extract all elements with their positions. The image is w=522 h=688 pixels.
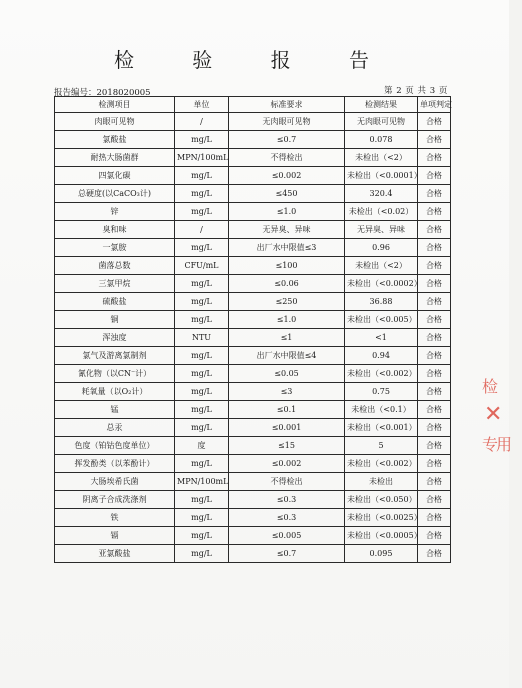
cell-standard: ≤0.3 [229, 491, 345, 509]
cell-unit: mg/L [175, 131, 229, 149]
cell-judgement: 合格 [418, 401, 451, 419]
table-row [55, 185, 451, 203]
cell-unit: MPN/100mL [175, 149, 229, 167]
cell-item: 硫酸盐 [55, 293, 175, 311]
cell-standard: 出厂水中限值≤4 [229, 347, 345, 365]
cell-item: 浑浊度 [55, 329, 175, 347]
table-row [55, 149, 451, 167]
cell-standard: 不得检出 [229, 473, 345, 491]
cell-judgement: 合格 [418, 545, 451, 563]
cell-judgement: 合格 [418, 311, 451, 329]
cell-result: 0.75 [345, 383, 418, 401]
report-number: 报告编号：2018020005 [54, 88, 151, 98]
cell-item: 总硬度(以CaCO₃计) [55, 185, 175, 203]
table-row [55, 491, 451, 509]
cell-result: 未检出 [345, 473, 418, 491]
cell-item: 挥发酚类（以苯酚计） [55, 455, 175, 473]
table-row [55, 401, 451, 419]
cell-item: 亚氯酸盐 [55, 545, 175, 563]
cell-result: 未检出（<0.0002） [345, 275, 418, 293]
cell-judgement: 合格 [418, 329, 451, 347]
table-row [55, 419, 451, 437]
cell-result: 未检出（<0.0005） [345, 527, 418, 545]
cell-result: 未检出（<0.001） [345, 419, 418, 437]
cell-standard: ≤450 [229, 185, 345, 203]
cell-standard: ≤250 [229, 293, 345, 311]
cell-result: 36.88 [345, 293, 418, 311]
table-row [55, 275, 451, 293]
cell-item: 三氯甲烷 [55, 275, 175, 293]
cell-judgement: 合格 [418, 257, 451, 275]
cell-result: 0.095 [345, 545, 418, 563]
header-result: 检测结果 [345, 97, 418, 113]
cell-standard: ≤1.0 [229, 203, 345, 221]
cell-item: 氰化物（以CN⁻计） [55, 365, 175, 383]
cell-item: 一氯胺 [55, 239, 175, 257]
cell-result: 未检出（<0.002） [345, 455, 418, 473]
cell-item: 肉眼可见物 [55, 113, 175, 131]
cell-unit: mg/L [175, 203, 229, 221]
cell-unit: mg/L [175, 185, 229, 203]
cell-unit: mg/L [175, 167, 229, 185]
table-row [55, 455, 451, 473]
header-judgement: 单项判定 [418, 97, 451, 113]
table-row [55, 545, 451, 563]
cell-result: 无异臭、异味 [345, 221, 418, 239]
cell-unit: mg/L [175, 527, 229, 545]
table-row [55, 167, 451, 185]
cell-unit: / [175, 113, 229, 131]
cell-judgement: 合格 [418, 149, 451, 167]
cell-judgement: 合格 [418, 527, 451, 545]
table-row [55, 527, 451, 545]
cell-result: 无肉眼可见物 [345, 113, 418, 131]
cell-result: 0.078 [345, 131, 418, 149]
table-row [55, 329, 451, 347]
table-row [55, 221, 451, 239]
cell-standard: ≤0.1 [229, 401, 345, 419]
official-stamp [482, 372, 522, 462]
cell-unit: / [175, 221, 229, 239]
header-unit: 单位 [175, 97, 229, 113]
cell-standard: ≤0.06 [229, 275, 345, 293]
cell-unit: mg/L [175, 293, 229, 311]
cell-judgement: 合格 [418, 221, 451, 239]
cell-item: 耐热大肠菌群 [55, 149, 175, 167]
cell-item: 菌落总数 [55, 257, 175, 275]
cell-unit: mg/L [175, 383, 229, 401]
cell-result: 未检出（<0.0025） [345, 509, 418, 527]
cell-unit: mg/L [175, 275, 229, 293]
table-row [55, 509, 451, 527]
table-row [55, 383, 451, 401]
table-row [55, 131, 451, 149]
cell-standard: ≤100 [229, 257, 345, 275]
cell-item: 铁 [55, 509, 175, 527]
report-title: 检 验 报 告 [113, 48, 396, 72]
table-header-row [55, 97, 451, 113]
page-indicator: 第 2 页 共 3 页 [384, 86, 448, 96]
table-row [55, 347, 451, 365]
cell-standard: 无肉眼可见物 [229, 113, 345, 131]
cell-item: 锌 [55, 203, 175, 221]
cell-item: 铜 [55, 311, 175, 329]
cell-judgement: 合格 [418, 239, 451, 257]
cell-result: 未检出（<0.002） [345, 365, 418, 383]
cell-unit: mg/L [175, 311, 229, 329]
cell-result: 未检出（<0.005） [345, 311, 418, 329]
cell-result: 0.94 [345, 347, 418, 365]
cell-unit: mg/L [175, 419, 229, 437]
cell-unit: mg/L [175, 401, 229, 419]
cell-unit: mg/L [175, 347, 229, 365]
cell-item: 阴离子合成洗涤剂 [55, 491, 175, 509]
cell-unit: mg/L [175, 455, 229, 473]
cell-judgement: 合格 [418, 185, 451, 203]
cell-standard: ≤0.7 [229, 131, 345, 149]
cell-judgement: 合格 [418, 293, 451, 311]
cell-judgement: 合格 [418, 167, 451, 185]
table-row [55, 203, 451, 221]
cell-judgement: 合格 [418, 383, 451, 401]
cell-unit: mg/L [175, 491, 229, 509]
cell-result: 未检出（<2） [345, 149, 418, 167]
cell-standard: 无异臭、异味 [229, 221, 345, 239]
cell-unit: NTU [175, 329, 229, 347]
cell-unit: 度 [175, 437, 229, 455]
cell-standard: ≤15 [229, 437, 345, 455]
cell-unit: mg/L [175, 509, 229, 527]
cell-standard: ≤0.7 [229, 545, 345, 563]
cell-result: 未检出（<0.050） [345, 491, 418, 509]
cell-standard: ≤3 [229, 383, 345, 401]
cell-unit: mg/L [175, 545, 229, 563]
cell-judgement: 合格 [418, 347, 451, 365]
cell-standard: ≤0.05 [229, 365, 345, 383]
cell-standard: ≤0.002 [229, 455, 345, 473]
cell-judgement: 合格 [418, 419, 451, 437]
cell-judgement: 合格 [418, 203, 451, 221]
cell-unit: mg/L [175, 239, 229, 257]
table-row [55, 365, 451, 383]
stamp-char: 专 [482, 435, 499, 454]
cell-result: 未检出（<0.02） [345, 203, 418, 221]
cell-judgement: 合格 [418, 437, 451, 455]
table-row [55, 239, 451, 257]
cell-judgement: 合格 [418, 455, 451, 473]
table-row [55, 473, 451, 491]
cell-item: 四氯化碳 [55, 167, 175, 185]
results-table [54, 96, 451, 563]
cell-standard: ≤0.002 [229, 167, 345, 185]
cell-result: 5 [345, 437, 418, 455]
cell-unit: CFU/mL [175, 257, 229, 275]
cell-judgement: 合格 [418, 473, 451, 491]
header-item: 检测项目 [55, 97, 175, 113]
cell-item: 氯气及游离氯制剂 [55, 347, 175, 365]
cell-result: 未检出（<0.1） [345, 401, 418, 419]
cell-standard: ≤1 [229, 329, 345, 347]
table-row [55, 437, 451, 455]
table-row [55, 257, 451, 275]
cell-standard: 出厂水中限值≤3 [229, 239, 345, 257]
table-row [55, 293, 451, 311]
cell-result: <1 [345, 329, 418, 347]
cell-result: 0.96 [345, 239, 418, 257]
cell-standard: ≤0.3 [229, 509, 345, 527]
cell-standard: ≤1.0 [229, 311, 345, 329]
table-row [55, 311, 451, 329]
cell-standard: ≤0.001 [229, 419, 345, 437]
cell-result: 未检出（<2） [345, 257, 418, 275]
stamp-char: 检 [482, 377, 499, 396]
cell-result: 320.4 [345, 185, 418, 203]
cell-judgement: 合格 [418, 131, 451, 149]
cell-unit: mg/L [175, 365, 229, 383]
cell-standard: ≤0.005 [229, 527, 345, 545]
cell-item: 大肠埃希氏菌 [55, 473, 175, 491]
cell-item: 总汞 [55, 419, 175, 437]
stamp-mark-icon: ✕ [484, 402, 503, 427]
cell-item: 色度（铂钴色度单位） [55, 437, 175, 455]
cell-item: 锰 [55, 401, 175, 419]
cell-item: 氯酸盐 [55, 131, 175, 149]
cell-standard: 不得检出 [229, 149, 345, 167]
cell-judgement: 合格 [418, 365, 451, 383]
table-row [55, 113, 451, 131]
cell-item: 镉 [55, 527, 175, 545]
cell-result: 未检出（<0.0001） [345, 167, 418, 185]
cell-judgement: 合格 [418, 113, 451, 131]
cell-judgement: 合格 [418, 275, 451, 293]
cell-unit: MPN/100mL [175, 473, 229, 491]
stamp-char: 用 [496, 435, 513, 454]
cell-judgement: 合格 [418, 491, 451, 509]
cell-item: 臭和味 [55, 221, 175, 239]
header-standard: 标准要求 [229, 97, 345, 113]
cell-judgement: 合格 [418, 509, 451, 527]
cell-item: 耗氧量（以O₂计） [55, 383, 175, 401]
